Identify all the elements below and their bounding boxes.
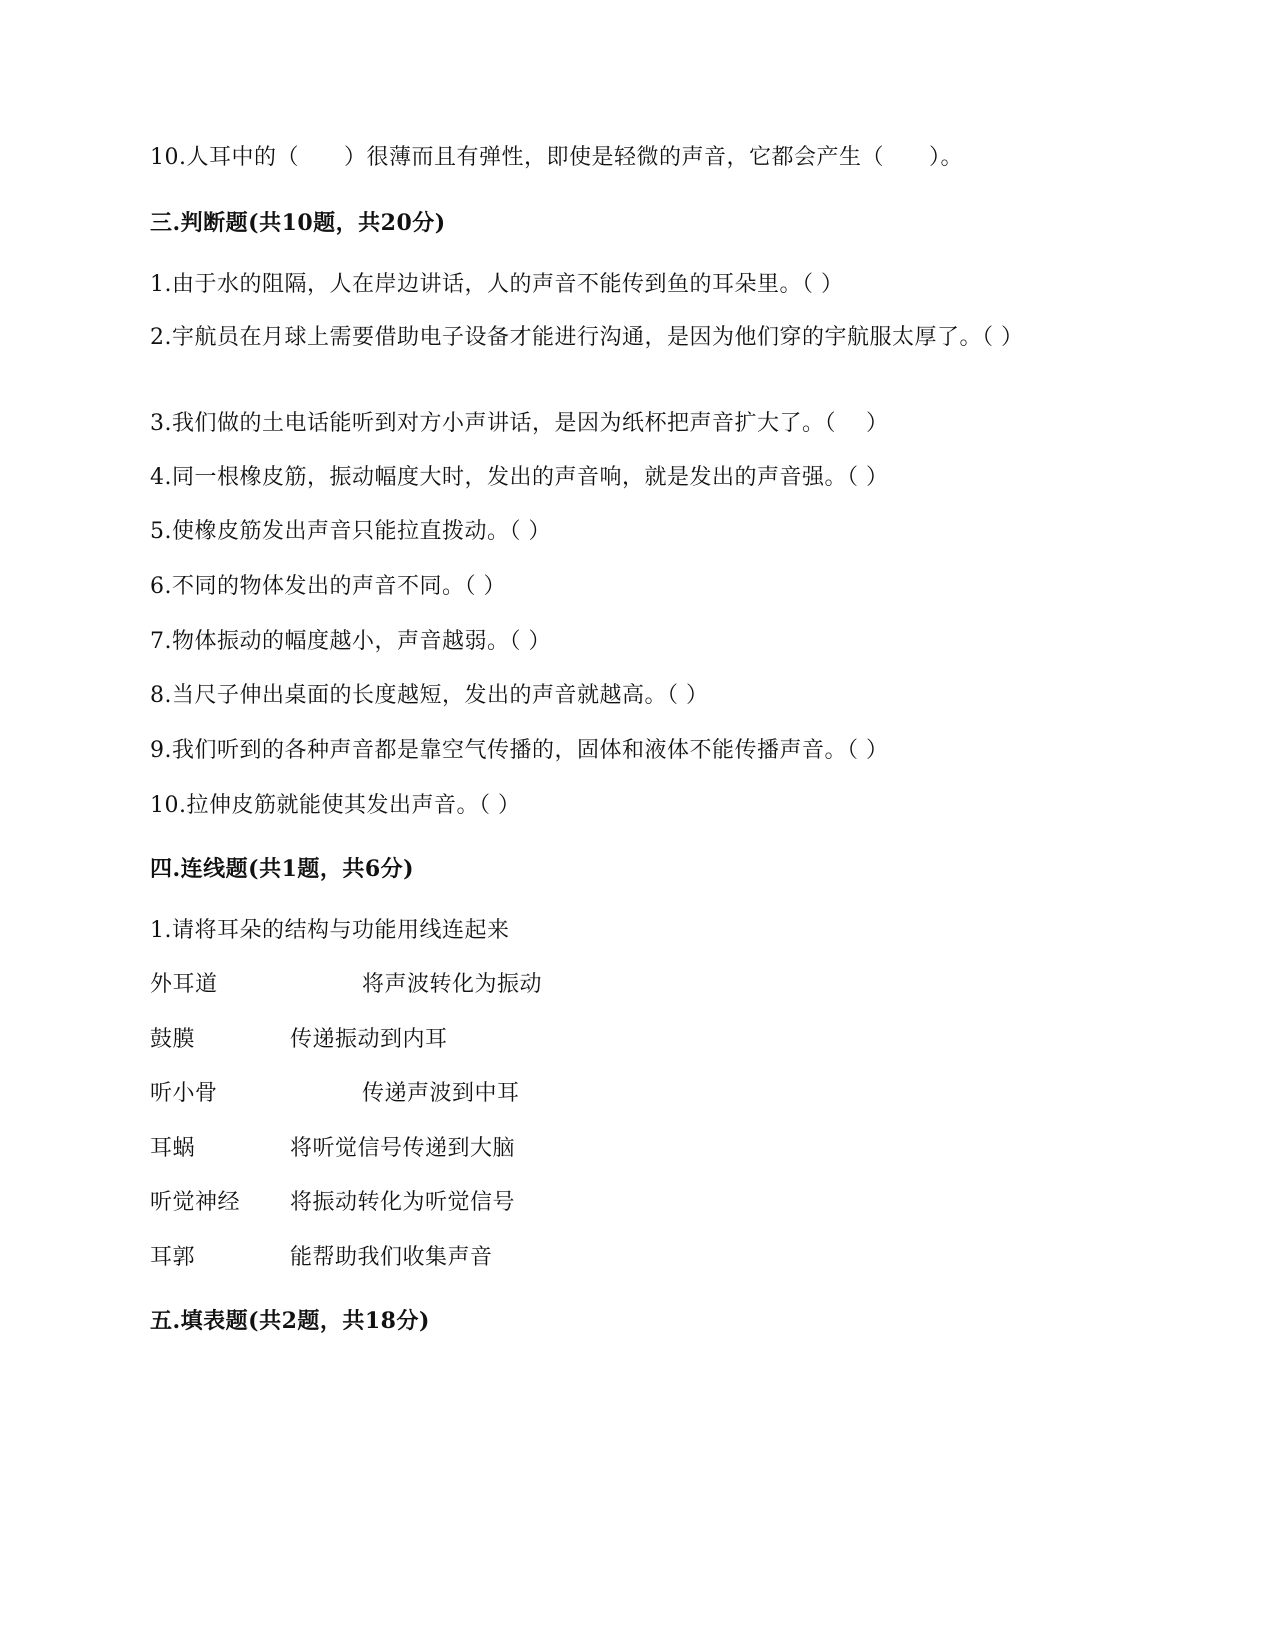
- judge-question-2: 2.宇航员在月球上需要借助电子设备才能进行沟通，是因为他们穿的宇航服太厚了。（ ）: [150, 325, 1024, 350]
- judge-question-5: 5.使橡皮筋发出声音只能拉直拨动。（ ）: [150, 519, 551, 544]
- section-4-heading: 四.连线题(共1题，共6分): [150, 856, 415, 882]
- matching-right-item: 将听觉信号传递到大脑: [290, 1136, 516, 1161]
- matching-question: 1.请将耳朵的结构与功能用线连起来: [150, 918, 510, 943]
- matching-left-item: 外耳道: [150, 972, 218, 997]
- judge-question-9: 9.我们听到的各种声音都是靠空气传播的，固体和液体不能传播声音。（ ）: [150, 738, 889, 763]
- matching-right-item: 传递声波到中耳: [362, 1081, 520, 1106]
- matching-left-item: 耳郭: [150, 1245, 196, 1270]
- matching-left-item: 耳蜗: [150, 1136, 196, 1161]
- judge-question-6: 6.不同的物体发出的声音不同。（ ）: [150, 574, 506, 599]
- matching-right-item: 将声波转化为振动: [362, 972, 543, 997]
- judge-question-10: 10.拉伸皮筋就能使其发出声音。（ ）: [150, 793, 521, 818]
- matching-right-item: 能帮助我们收集声音: [290, 1245, 493, 1270]
- judge-question-3: 3.我们做的土电话能听到对方小声讲话，是因为纸杯把声音扩大了。（ ）: [150, 411, 889, 436]
- judge-question-7: 7.物体振动的幅度越小，声音越弱。（ ）: [150, 629, 551, 654]
- matching-right-item: 将振动转化为听觉信号: [290, 1190, 516, 1215]
- matching-right-item: 传递振动到内耳: [290, 1027, 448, 1052]
- section-3-heading: 三.判断题(共10题，共20分): [150, 210, 446, 236]
- matching-left-item: 鼓膜: [150, 1027, 196, 1052]
- matching-left-item: 听小骨: [150, 1081, 218, 1106]
- section-5-heading: 五.填表题(共2题，共18分): [150, 1308, 430, 1334]
- matching-left-item: 听觉神经: [150, 1190, 241, 1215]
- judge-question-1: 1.由于水的阻隔，人在岸边讲话，人的声音不能传到鱼的耳朵里。（ ）: [150, 272, 844, 297]
- fill-blank-question-10: 10.人耳中的（ ）很薄而且有弹性，即使是轻微的声音，它都会产生（ ）。: [150, 145, 963, 170]
- judge-question-4: 4.同一根橡皮筋，振动幅度大时，发出的声音响，就是发出的声音强。（ ）: [150, 465, 889, 490]
- judge-question-8: 8.当尺子伸出桌面的长度越短，发出的声音就越高。（ ）: [150, 683, 709, 708]
